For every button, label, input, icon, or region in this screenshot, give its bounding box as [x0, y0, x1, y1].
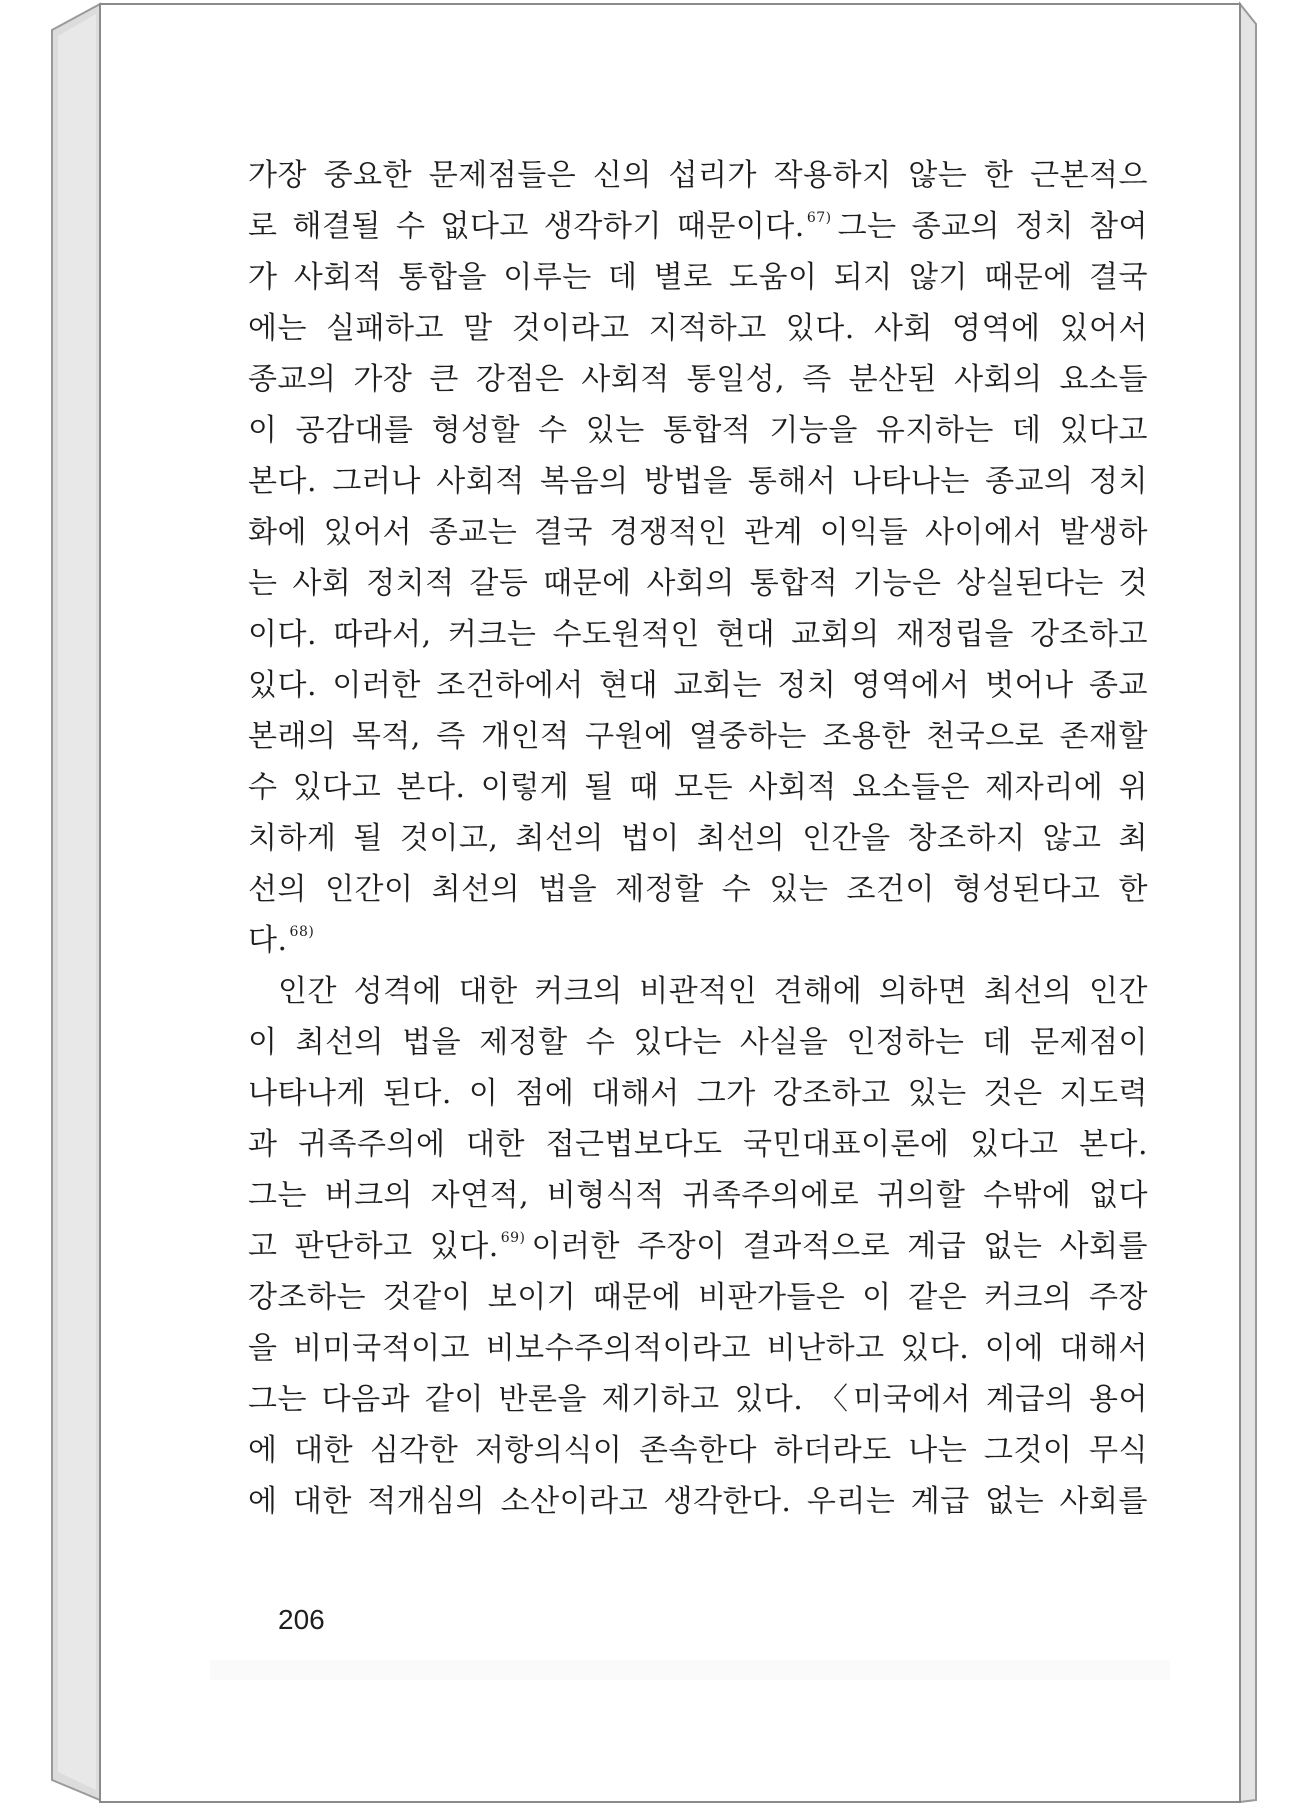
body-text — [248, 150, 1148, 1527]
text-line: 가 사회적 통합을 이루는 데 별로 도움이 되지 않기 때문에 결국 — [248, 260, 1148, 295]
text-segment: 그는 종교의 정치 참여 — [837, 209, 1148, 244]
text-line: 있다. 이러한 조건하에서 현대 교회는 정치 영역에서 벗어나 종교 — [248, 668, 1148, 703]
text-segment: 이러한 주장이 결과적으로 계급 없는 사회를 — [531, 1229, 1148, 1264]
text-line: 선의 인간이 최선의 법을 제정할 수 있는 조건이 형성된다고 한 — [248, 872, 1148, 907]
text-line: 가장 중요한 문제점들은 신의 섭리가 작용하지 않는 한 근본적으 — [248, 158, 1148, 193]
text-line — [248, 201, 1148, 252]
text-line: 과 귀족주의에 대한 접근법보다도 국민대표이론에 있다고 본다. — [248, 1127, 1148, 1162]
text-line: 는 사회 정치적 갈등 때문에 사회의 통합적 기능은 상실된다는 것 — [248, 566, 1148, 601]
text-line: 에 대한 적개심의 소산이라고 생각한다. 우리는 계급 없는 사회를 — [248, 1484, 1148, 1519]
text-line: 을 비미국적이고 비보수주의적이라고 비난하고 있다. 이에 대해서 — [248, 1331, 1148, 1366]
text-line: 강조하는 것같이 보이기 때문에 비판가들은 이 같은 커크의 주장 — [248, 1280, 1148, 1315]
text-line: 본래의 목적, 즉 개인적 구원에 열중하는 조용한 천국으로 존재할 — [248, 719, 1148, 754]
text-segment: 다. — [248, 923, 288, 958]
text-line: 화에 있어서 종교는 결국 경쟁적인 관계 이익들 사이에서 발생하 — [248, 515, 1148, 550]
text-line: 이 공감대를 형성할 수 있는 통합적 기능을 유지하는 데 있다고 — [248, 413, 1148, 448]
text-line: 이다. 따라서, 커크는 수도원적인 현대 교회의 재정립을 강조하고 — [248, 617, 1148, 652]
text-segment: 로 해결될 수 없다고 생각하기 때문이다. — [248, 209, 805, 244]
footnote-marker: 68) — [289, 924, 315, 940]
text-line: 그는 다음과 같이 반론을 제기하고 있다. 〈미국에서 계급의 용어 — [248, 1382, 1148, 1417]
text-line: 에는 실패하고 말 것이라고 지적하고 있다. 사회 영역에 있어서 — [248, 311, 1148, 346]
text-line: 치하게 될 것이고, 최선의 법이 최선의 인간을 창조하지 않고 최 — [248, 821, 1148, 856]
text-line: 에 대한 심각한 저항의식이 존속한다 하더라도 나는 그것이 무식 — [248, 1433, 1148, 1468]
page-number: 206 — [278, 1604, 325, 1635]
footnote-marker: 67) — [806, 210, 832, 226]
text-line: 그는 버크의 자연적, 비형식적 귀족주의에로 귀의할 수밖에 없다 — [248, 1178, 1148, 1213]
footnote-marker: 69) — [500, 1230, 526, 1246]
text-line: 인간 성격에 대한 커크의 비관적인 견해에 의하면 최선의 인간 — [278, 974, 1148, 1009]
text-line: 본다. 그러나 사회적 복음의 방법을 통해서 나타나는 종교의 정치 — [248, 464, 1148, 499]
text-line: 나타나게 된다. 이 점에 대해서 그가 강조하고 있는 것은 지도력 — [248, 1076, 1148, 1111]
text-line — [248, 915, 1148, 966]
text-segment: 고 판단하고 있다. — [248, 1229, 499, 1264]
text-line — [248, 1221, 1148, 1272]
text-line: 종교의 가장 큰 강점은 사회적 통일성, 즉 분산된 사회의 요소들 — [248, 362, 1148, 397]
text-line: 수 있다고 본다. 이렇게 될 때 모든 사회적 요소들은 제자리에 위 — [248, 770, 1148, 805]
text-line: 이 최선의 법을 제정할 수 있다는 사실을 인정하는 데 문제점이 — [248, 1025, 1148, 1060]
